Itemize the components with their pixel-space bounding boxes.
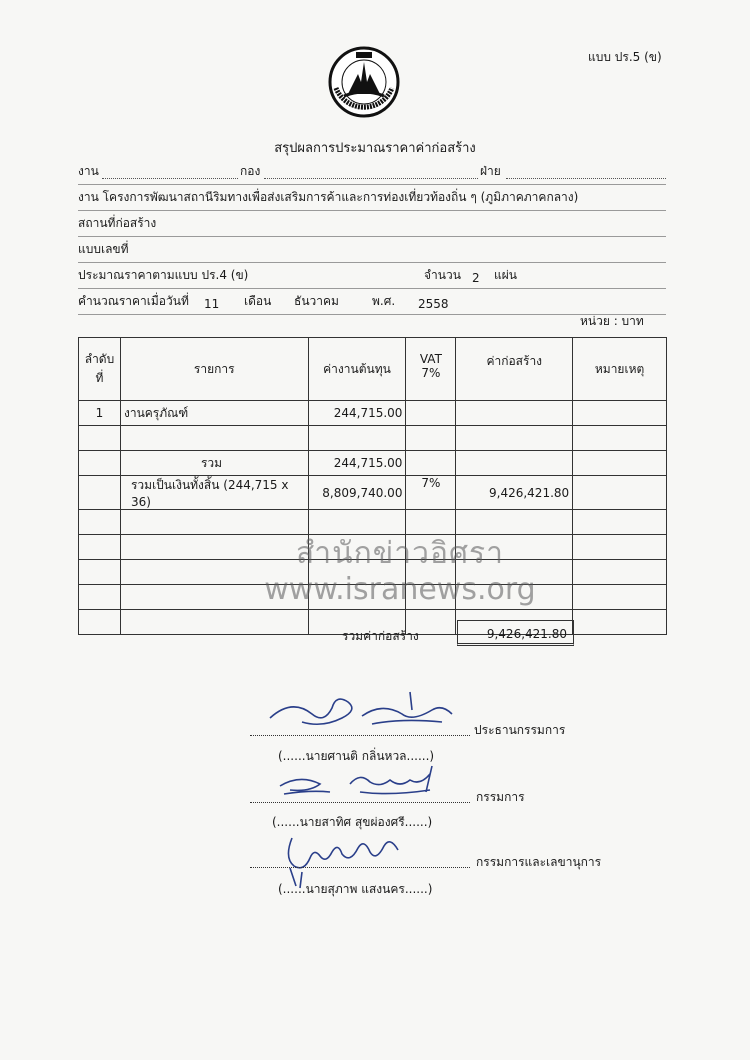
signature-1-role: ประธานกรรมการ	[474, 723, 566, 737]
total-construction-value: 9,426,421.80	[457, 620, 574, 646]
plan-number-row	[78, 238, 666, 263]
signature-3-image	[280, 828, 420, 888]
cell-no	[79, 476, 121, 510]
header-cost: ค่างานต้นทุน	[308, 338, 406, 401]
cell-no: 1	[79, 401, 121, 426]
header-no: ลำดับที่	[79, 338, 121, 401]
cell-no	[79, 451, 121, 476]
watermark-url: www.isranews.org	[264, 572, 536, 607]
cell-vat	[406, 401, 456, 426]
header-note: หมายเหตุ	[573, 338, 667, 401]
cell-vat: 7%	[406, 476, 456, 510]
signature-3-name: (......นายสุภาพ แสงนคร......)	[278, 882, 433, 896]
location-label: สถานที่ก่อสร้าง	[78, 216, 157, 230]
fai-label: ฝ่าย	[480, 164, 501, 178]
calc-month: ธันวาคม	[294, 294, 339, 308]
cell-cost	[308, 426, 406, 451]
calc-year: 2558	[418, 297, 449, 311]
plan-number-label: แบบเลขที่	[78, 242, 129, 256]
table-row	[79, 426, 667, 451]
cell-cost: 244,715.00	[308, 451, 406, 476]
calc-day: 11	[204, 297, 220, 311]
unit-label: หน่วย : บาท	[580, 314, 644, 328]
signature-1-name: (......นายศานติ กลิ่นหวล......)	[278, 749, 435, 763]
signature-3-role: กรรมการและเลขานุการ	[476, 855, 602, 869]
location-row	[78, 212, 666, 237]
calc-date-label: คำนวณราคาเมื่อวันที่	[78, 294, 189, 308]
watermark-name: สำนักข่าวอิศรา	[295, 536, 505, 571]
cell-vat	[406, 451, 456, 476]
header-item: รายการ	[120, 338, 308, 401]
signature-2-role: กรรมการ	[476, 790, 525, 804]
cell-item: รวม	[120, 451, 308, 476]
cell-total	[456, 426, 573, 451]
cell-vat	[406, 426, 456, 451]
department-seal-logo	[326, 44, 402, 120]
cell-item	[120, 610, 308, 635]
table-header-row	[79, 338, 667, 401]
calc-date-row	[78, 290, 666, 315]
cell-item: รวมเป็นเงินทั้งสิ้น (244,715 x 36)	[120, 476, 308, 510]
estimate-row	[78, 264, 666, 289]
cell-total	[456, 401, 573, 426]
cell-note	[573, 451, 667, 476]
ngan-label: งาน	[78, 164, 99, 178]
cell-item: งานครุภัณฑ์	[120, 401, 308, 426]
count-label: จำนวน	[424, 268, 461, 282]
cell-note	[573, 401, 667, 426]
month-label: เดือน	[244, 294, 272, 308]
cell-note	[573, 426, 667, 451]
form-code: แบบ ปร.5 (ข)	[588, 50, 662, 64]
signature-2-name: (......นายสาทิศ สุขผ่องศรี......)	[272, 815, 433, 829]
cell-total: 9,426,421.80	[456, 476, 573, 510]
table-row	[79, 401, 667, 426]
sheet-label: แผ่น	[494, 268, 517, 282]
cell-note	[573, 476, 667, 510]
project-name: งาน โครงการพัฒนาสถานีริมทางเพื่อส่งเสริมการค้าและการท่องเที่ยวท้องถิ่น ๆ (ภูมิภาคภาคกลาง)	[78, 190, 579, 204]
cell-no	[79, 426, 121, 451]
year-label: พ.ศ.	[372, 294, 396, 308]
table-row	[79, 451, 667, 476]
cell-total	[456, 451, 573, 476]
department-row	[78, 160, 666, 185]
header-total: ค่าก่อสร้าง	[456, 338, 573, 401]
signature-1-image	[262, 688, 462, 738]
kong-label: กอง	[240, 164, 261, 178]
total-construction-label: รวมค่าก่อสร้าง	[342, 629, 419, 643]
count-value: 2	[472, 271, 480, 285]
header-vat: VAT 7%	[406, 338, 456, 401]
estimate-label: ประมาณราคาตามแบบ ปร.4 (ข)	[78, 268, 249, 282]
cell-note	[573, 610, 667, 635]
signature-2-image	[270, 762, 450, 804]
project-row	[78, 186, 666, 211]
document-title: สรุปผลการประมาณราคาค่าก่อสร้าง	[274, 141, 476, 156]
cell-no	[79, 610, 121, 635]
cell-item	[120, 426, 308, 451]
cell-cost: 244,715.00	[308, 401, 406, 426]
table-row	[79, 476, 667, 510]
cell-cost: 8,809,740.00	[308, 476, 406, 510]
